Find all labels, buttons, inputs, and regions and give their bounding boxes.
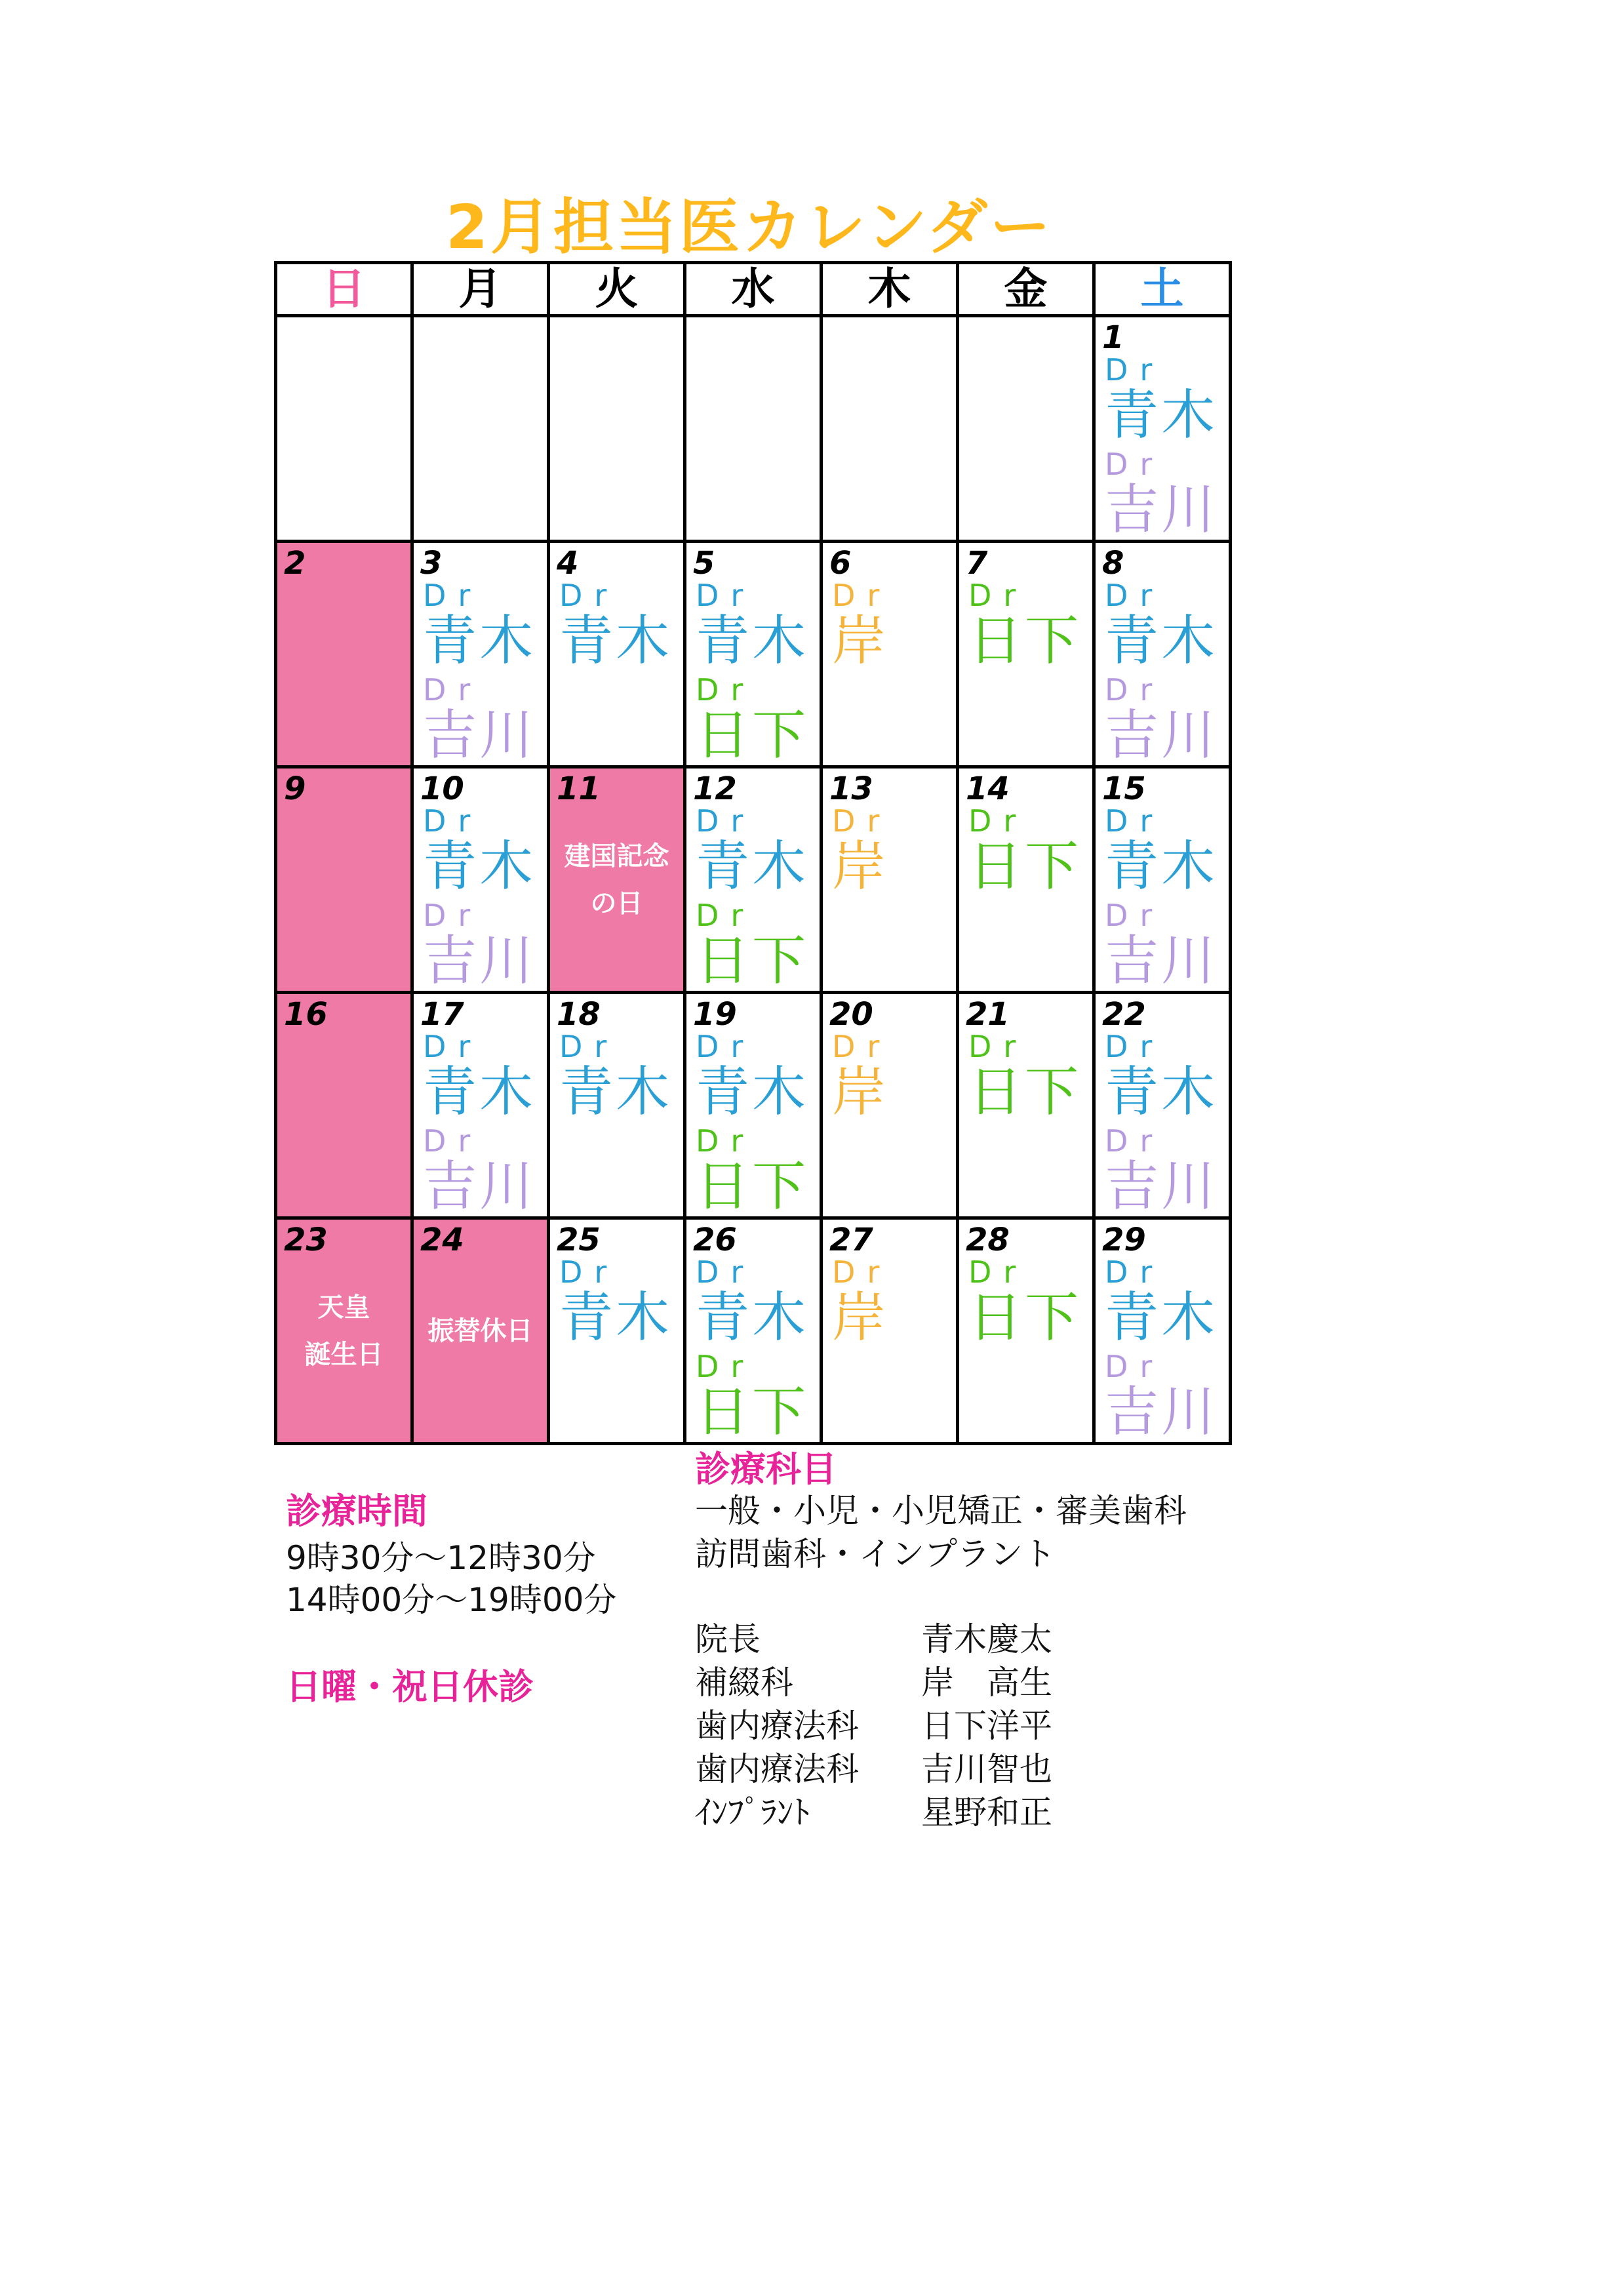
- doctor-name: 日下: [696, 1155, 809, 1218]
- day-number: 21: [966, 996, 1010, 1033]
- calendar-cell-day-14: [958, 767, 1094, 993]
- doctor-slot: [968, 1029, 1081, 1121]
- calendar-cell-day-7: [958, 542, 1094, 767]
- day-number: 4: [557, 545, 579, 582]
- doctor-name: 吉川: [1105, 704, 1218, 767]
- hours-heading: 診療時間: [286, 1490, 427, 1532]
- dr-label: Dr: [968, 803, 1028, 839]
- staff-name: 青木慶太: [921, 1620, 1052, 1658]
- holiday-name-line: 振替休日: [427, 1315, 533, 1346]
- dr-label: Dr: [423, 672, 483, 708]
- staff-role: 補綴科: [695, 1664, 793, 1702]
- doctor-slot: [968, 1255, 1081, 1347]
- doctor-name: 吉川: [1105, 1381, 1218, 1443]
- doctor-slot: [1105, 353, 1218, 445]
- calendar-cell-day-6: [822, 542, 958, 767]
- doctor-name: 青木: [696, 1061, 809, 1123]
- doctor-name: 日下: [696, 1381, 809, 1443]
- day-number: 7: [966, 545, 988, 582]
- doctor-slot: [1105, 673, 1218, 765]
- doctor-slot: [423, 898, 536, 990]
- doctor-name: 岸: [832, 1287, 889, 1349]
- dr-label: Dr: [696, 1254, 755, 1290]
- calendar-cell-day-28: [958, 1218, 1094, 1444]
- dr-label: Dr: [423, 578, 483, 613]
- doctor-name: 吉川: [1105, 930, 1218, 992]
- doctor-slot: [696, 1124, 808, 1216]
- holiday-name: [550, 768, 683, 991]
- doctor-name: 吉川: [1105, 1155, 1218, 1218]
- calendar-cell-day-21: [958, 993, 1094, 1218]
- calendar-body: [276, 316, 1231, 1444]
- doctor-slot: [696, 1029, 808, 1121]
- day-number: 27: [829, 1222, 873, 1258]
- day-number: 22: [1102, 996, 1146, 1033]
- doctor-name: 青木: [559, 610, 673, 672]
- calendar-cell-day-1: [1094, 316, 1231, 542]
- staff-role: 院長: [695, 1620, 761, 1658]
- doctor-slot: [423, 578, 536, 670]
- dr-label: Dr: [696, 1123, 755, 1159]
- weekday-tue: 火: [549, 263, 685, 316]
- dr-label: Dr: [968, 1029, 1028, 1064]
- day-number: 8: [1102, 545, 1124, 582]
- doctor-name: 日下: [968, 610, 1082, 672]
- calendar-cell-day-20: [822, 993, 958, 1218]
- calendar-cell-empty: [958, 316, 1094, 542]
- calendar-week-row: [276, 1218, 1231, 1444]
- doctor-name: 岸: [832, 610, 889, 672]
- doctor-slot: [832, 1255, 891, 1347]
- calendar-cell-day-10: [412, 767, 549, 993]
- dr-label: Dr: [832, 1029, 892, 1064]
- dr-label: Dr: [696, 1349, 755, 1384]
- doctor-slot: [832, 804, 891, 896]
- calendar-week-row: [276, 316, 1231, 542]
- doctor-slot: [968, 804, 1081, 896]
- doctor-slot: [696, 898, 808, 990]
- calendar-cell-empty: [276, 316, 412, 542]
- day-number: 28: [966, 1222, 1010, 1258]
- doctor-slot: [696, 804, 808, 896]
- doctor-name: 日下: [696, 930, 809, 992]
- doctor-slot: [559, 1255, 672, 1347]
- dr-label: Dr: [1105, 1254, 1164, 1290]
- doctor-slot: [423, 673, 536, 765]
- staff-role: 歯内療法科: [695, 1707, 859, 1745]
- doctor-name: 青木: [1105, 384, 1218, 447]
- doctor-name: 青木: [559, 1287, 673, 1349]
- day-number: 17: [420, 996, 464, 1033]
- day-number: 9: [284, 770, 306, 807]
- doctor-slot: [1105, 1124, 1218, 1216]
- calendar-cell-day-13: [822, 767, 958, 993]
- day-number: 24: [420, 1222, 464, 1258]
- holiday-name: [277, 1220, 410, 1442]
- dr-label: Dr: [968, 578, 1028, 613]
- doctor-slot: [696, 1349, 808, 1441]
- doctor-slot: [1105, 578, 1218, 670]
- departments-heading: 診療科目: [695, 1448, 837, 1490]
- dr-label: Dr: [1105, 672, 1164, 708]
- calendar-cell-day-2: [276, 542, 412, 767]
- doctor-name: 日下: [968, 1287, 1082, 1349]
- dr-label: Dr: [1105, 352, 1164, 388]
- doctor-name: 青木: [1105, 1287, 1218, 1349]
- calendar-cell-day-5: [685, 542, 822, 767]
- hours-afternoon: 14時00分～19時00分: [286, 1581, 617, 1619]
- doctor-name: 青木: [696, 835, 809, 898]
- dr-label: Dr: [696, 672, 755, 708]
- calendar-cell-day-22: [1094, 993, 1231, 1218]
- calendar-cell-day-26: [685, 1218, 822, 1444]
- calendar-cell-day-18: [549, 993, 685, 1218]
- day-number: 29: [1102, 1222, 1146, 1258]
- staff-role: ｲﾝﾌﾟﾗﾝﾄ: [695, 1793, 810, 1831]
- hours-morning: 9時30分～12時30分: [286, 1539, 596, 1577]
- doctor-slot: [1105, 1255, 1218, 1347]
- day-number: 18: [557, 996, 601, 1033]
- doctor-name: 吉川: [423, 1155, 536, 1218]
- day-number: 10: [420, 770, 464, 807]
- staff-name: 岸 高生: [921, 1664, 1052, 1702]
- calendar-cell-day-11: [549, 767, 685, 993]
- closed-notice: 日曜・祝日休診: [286, 1666, 534, 1707]
- weekday-sat: 土: [1094, 263, 1231, 316]
- doctor-name: 吉川: [423, 704, 536, 767]
- calendar-grid: [274, 261, 1232, 1445]
- calendar-cell-empty: [685, 316, 822, 542]
- calendar-cell-day-9: [276, 767, 412, 993]
- calendar-cell-day-4: [549, 542, 685, 767]
- weekday-fri: 金: [958, 263, 1094, 316]
- day-number: 3: [420, 545, 443, 582]
- calendar-cell-day-29: [1094, 1218, 1231, 1444]
- dr-label: Dr: [1105, 803, 1164, 839]
- doctor-name: 青木: [423, 1061, 536, 1123]
- doctor-slot: [1105, 898, 1218, 990]
- dr-label: Dr: [1105, 447, 1164, 482]
- dr-label: Dr: [696, 1029, 755, 1064]
- calendar-cell-empty: [822, 316, 958, 542]
- doctor-name: 青木: [423, 610, 536, 672]
- calendar-cell-day-23: [276, 1218, 412, 1444]
- dr-label: Dr: [559, 578, 619, 613]
- weekday-sun: 日: [276, 263, 412, 316]
- doctor-name: 日下: [696, 704, 809, 767]
- doctor-slot: [423, 1029, 536, 1121]
- staff-name: 日下洋平: [921, 1707, 1052, 1745]
- day-number: 25: [557, 1222, 601, 1258]
- day-number: 1: [1102, 319, 1124, 356]
- doctor-name: 青木: [696, 1287, 809, 1349]
- day-number: 16: [284, 996, 328, 1033]
- doctor-slot: [696, 578, 808, 670]
- calendar-cell-day-25: [549, 1218, 685, 1444]
- doctor-name: 青木: [423, 835, 536, 898]
- dr-label: Dr: [968, 1254, 1028, 1290]
- calendar-cell-day-8: [1094, 542, 1231, 767]
- doctor-name: 青木: [559, 1061, 673, 1123]
- doctor-slot: [832, 1029, 891, 1121]
- day-number: 19: [693, 996, 737, 1033]
- weekday-thu: 木: [822, 263, 958, 316]
- day-number: 20: [829, 996, 873, 1033]
- doctor-slot: [968, 578, 1081, 670]
- weekday-wed: 水: [685, 263, 822, 316]
- dr-label: Dr: [832, 1254, 892, 1290]
- doctor-name: 青木: [1105, 1061, 1218, 1123]
- day-number: 12: [693, 770, 737, 807]
- departments-line2: 訪問歯科・インプラント: [695, 1535, 1056, 1573]
- calendar-cell-empty: [549, 316, 685, 542]
- dr-label: Dr: [1105, 1349, 1164, 1384]
- day-number: 15: [1102, 770, 1146, 807]
- doctor-name: 青木: [1105, 610, 1218, 672]
- staff-name: 星野和正: [921, 1793, 1052, 1831]
- holiday-name-line: 天皇: [317, 1292, 370, 1323]
- staff-role: 歯内療法科: [695, 1750, 859, 1788]
- calendar-cell-day-16: [276, 993, 412, 1218]
- doctor-slot: [423, 804, 536, 896]
- holiday-name-line: 誕生日: [304, 1339, 384, 1370]
- page-title: 2月担当医カレンダー: [446, 192, 1054, 262]
- doctor-slot: [1105, 1349, 1218, 1441]
- doctor-slot: [696, 1255, 808, 1347]
- calendar-cell-day-15: [1094, 767, 1231, 993]
- calendar-cell-day-12: [685, 767, 822, 993]
- calendar-cell-day-27: [822, 1218, 958, 1444]
- dr-label: Dr: [696, 803, 755, 839]
- dr-label: Dr: [696, 578, 755, 613]
- doctor-name: 日下: [968, 835, 1082, 898]
- calendar-cell-day-19: [685, 993, 822, 1218]
- calendar-cell-day-17: [412, 993, 549, 1218]
- doctor-slot: [1105, 1029, 1218, 1121]
- doctor-slot: [832, 578, 891, 670]
- calendar-week-row: [276, 542, 1231, 767]
- doctor-slot: [1105, 447, 1218, 539]
- holiday-name: [414, 1220, 547, 1442]
- day-number: 2: [284, 545, 306, 582]
- weekday-header-row: [276, 263, 1231, 316]
- doctor-name: 吉川: [423, 930, 536, 992]
- calendar-cell-day-24: [412, 1218, 549, 1444]
- dr-label: Dr: [559, 1254, 619, 1290]
- calendar-cell-empty: [412, 316, 549, 542]
- doctor-name: 青木: [696, 610, 809, 672]
- day-number: 23: [284, 1222, 328, 1258]
- dr-label: Dr: [1105, 898, 1164, 933]
- doctor-name: 岸: [832, 835, 889, 898]
- day-number: 11: [557, 770, 601, 807]
- day-number: 14: [966, 770, 1010, 807]
- dr-label: Dr: [832, 803, 892, 839]
- day-number: 26: [693, 1222, 737, 1258]
- weekday-mon: 月: [412, 263, 549, 316]
- doctor-slot: [1105, 804, 1218, 896]
- holiday-name-line: 建国記念: [564, 841, 669, 871]
- doctor-slot: [696, 673, 808, 765]
- dr-label: Dr: [1105, 1123, 1164, 1159]
- dr-label: Dr: [423, 898, 483, 933]
- doctor-name: 青木: [1105, 835, 1218, 898]
- doctor-slot: [559, 578, 672, 670]
- dr-label: Dr: [1105, 578, 1164, 613]
- staff-name: 吉川智也: [921, 1750, 1052, 1788]
- dr-label: Dr: [423, 803, 483, 839]
- calendar-week-row: [276, 993, 1231, 1218]
- doctor-name: 日下: [968, 1061, 1082, 1123]
- departments-line1: 一般・小児・小児矯正・審美歯科: [695, 1492, 1187, 1530]
- dr-label: Dr: [423, 1123, 483, 1159]
- day-number: 13: [829, 770, 873, 807]
- calendar-week-row: [276, 767, 1231, 993]
- dr-label: Dr: [696, 898, 755, 933]
- dr-label: Dr: [559, 1029, 619, 1064]
- dr-label: Dr: [423, 1029, 483, 1064]
- doctor-name: 吉川: [1105, 479, 1218, 541]
- doctor-slot: [559, 1029, 672, 1121]
- holiday-name-line: の日: [590, 888, 643, 919]
- calendar-cell-day-3: [412, 542, 549, 767]
- day-number: 6: [829, 545, 852, 582]
- dr-label: Dr: [1105, 1029, 1164, 1064]
- doctor-name: 岸: [832, 1061, 889, 1123]
- doctor-slot: [423, 1124, 536, 1216]
- dr-label: Dr: [832, 578, 892, 613]
- day-number: 5: [693, 545, 715, 582]
